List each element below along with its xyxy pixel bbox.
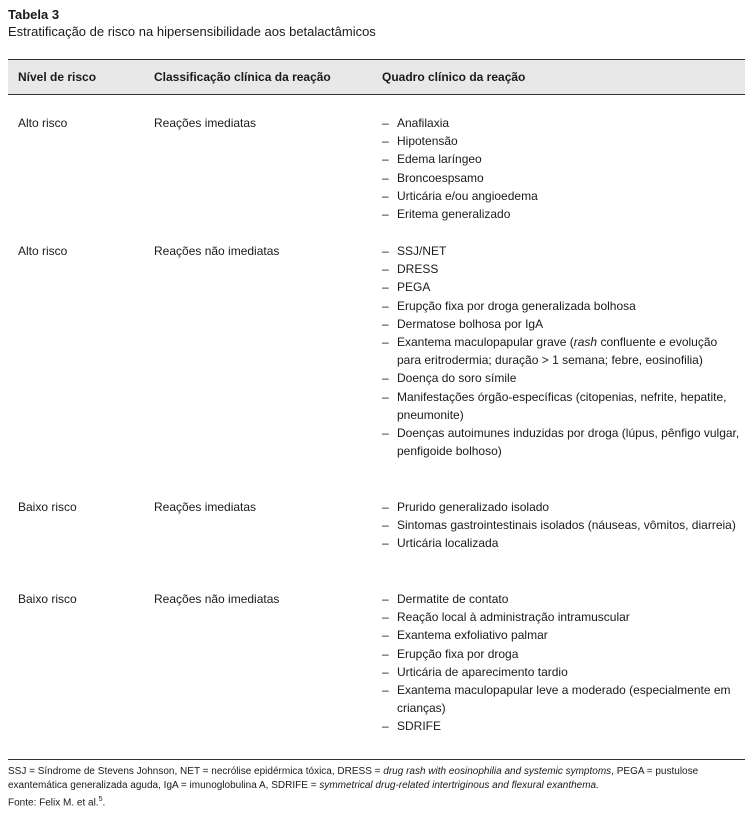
list-item: – Exantema exfoliativo palmar	[382, 626, 742, 644]
list-item: – Erupção fixa por droga generalizada bolhosa	[382, 297, 742, 315]
footnote	[8, 765, 750, 810]
risk-level: Baixo risco	[18, 592, 77, 606]
list-item: – SDRIFE	[382, 717, 742, 735]
risk-level: Alto risco	[18, 244, 68, 258]
clinical-list	[382, 498, 742, 553]
list-item: – Urticária e/ou angioedema	[382, 187, 742, 205]
list-item: – Doença do soro símile	[382, 369, 742, 387]
risk-level: Alto risco	[18, 116, 68, 130]
list-item: – Dermatite de contato	[382, 590, 742, 608]
list-item: – Dermatose bolhosa por IgA	[382, 315, 742, 333]
list-item: – Sintomas gastrointestinais isolados (náuseas, vômitos, diarreia)	[382, 516, 742, 534]
list-item: – Prurido generalizado isolado	[382, 498, 742, 516]
list-item	[382, 333, 742, 369]
list-item: – Edema laríngeo	[382, 150, 742, 168]
list-item: – Eritema generalizado	[382, 205, 742, 223]
header-classification: Classificação clínica da reação	[154, 70, 331, 84]
list-item: – Exantema maculopapular leve a moderado (especialmente em crianças)	[382, 681, 742, 717]
list-item: – DRESS	[382, 260, 742, 278]
clinical-list	[382, 242, 742, 460]
list-item: – SSJ/NET	[382, 242, 742, 260]
table-label: Tabela 3	[8, 7, 60, 22]
list-item: – Reação local à administração intramuscular	[382, 608, 742, 626]
risk-level: Baixo risco	[18, 500, 77, 514]
header-clinical: Quadro clínico da reação	[382, 70, 526, 84]
table-title: Estratificação de risco na hipersensibilidade aos betalactâmicos	[8, 24, 376, 39]
footnote-abbreviations: SSJ = Síndrome de Stevens Johnson, NET = necrólise epidérmica tóxica, DRESS = drug rash with eosinophilia and systemic symptoms, PEGA = pustulose exantemática generalizada aguda, IgA = imunoglobulina A, SDRIFE = symmetrical drug-related intertriginous and flexural exanthema.	[8, 766, 699, 791]
footnote-divider	[8, 759, 745, 760]
table-caption	[8, 7, 376, 41]
classification: Reações não imediatas	[154, 244, 280, 258]
list-item: – Hipotensão	[382, 132, 742, 150]
list-item: – Urticária localizada	[382, 534, 742, 552]
list-item: – Erupção fixa por droga	[382, 645, 742, 663]
classification: Reações não imediatas	[154, 592, 280, 606]
list-item: – Anafilaxia	[382, 114, 742, 132]
list-item: – Urticária de aparecimento tardio	[382, 663, 742, 681]
list-item: – Manifestações órgão-específicas (citopenias, nefrite, hepatite, pneumonite)	[382, 388, 742, 424]
risk-table	[8, 59, 745, 734]
clinical-list	[382, 590, 742, 736]
list-item: – Doenças autoimunes induzidas por droga (lúpus, pênfigo vulgar, penfigoide bolhoso)	[382, 424, 742, 460]
classification: Reações imediatas	[154, 500, 257, 514]
list-item: – PEGA	[382, 278, 742, 296]
list-item: – Broncoespsamo	[382, 169, 742, 187]
header-level: Nível de risco	[18, 70, 97, 84]
footnote-source: Fonte: Felix M. et al.$^5$.	[8, 796, 106, 809]
clinical-list	[382, 114, 742, 223]
list-item-text: Exantema maculopapular grave (rash confluente e evolução para eritrodermia; duração > 1 semana; febre, eosinofilia)	[397, 335, 718, 368]
table-header	[8, 59, 745, 95]
classification: Reações imediatas	[154, 116, 257, 130]
